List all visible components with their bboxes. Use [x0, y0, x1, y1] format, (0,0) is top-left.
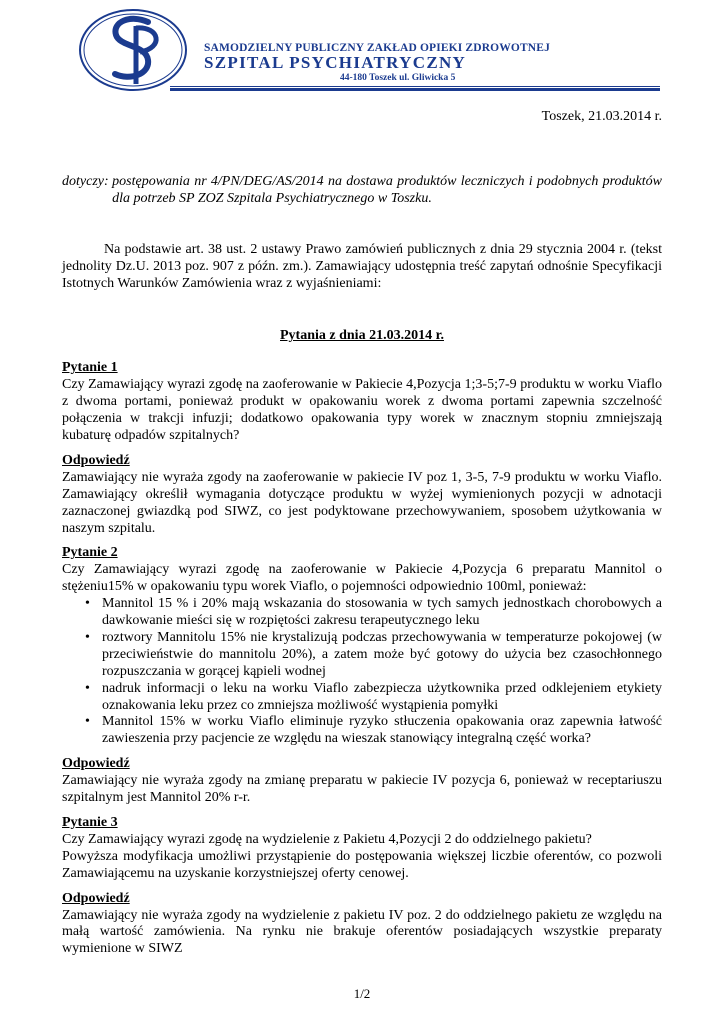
- question-2-bullets: [62, 596, 662, 748]
- question-text: Czy Zamawiający wyrazi zgodę na zaoferowanie w Pakiecie 4,Pozycja 6 preparatu Mannitol o stężeniu15% w opakowaniu typu worek Viaflo, o pojemności odpowiednio 100ml, ponieważ:: [62, 562, 662, 595]
- bullet-text: nadruk informacji o leku na worku Viaflo zabezpiecza użytkownika przed odklejeniem etykiety oznakowania leku przez co zmniejsza możliwość wystąpienia pomyłki: [102, 680, 662, 713]
- bullet-icon: •: [85, 680, 90, 696]
- institution-name-line2: SZPITAL PSYCHIATRYCZNY: [204, 53, 467, 72]
- question-3: [62, 815, 662, 883]
- hospital-logo-icon: [78, 8, 188, 92]
- answer-1: [62, 453, 662, 538]
- answer-title: Odpowiedź: [62, 756, 130, 772]
- bullet-item: [62, 630, 662, 681]
- bullet-icon: •: [85, 629, 90, 645]
- questions-title: Pytania z dnia 21.03.2014 r.: [280, 328, 444, 344]
- institution-name-line1: SAMODZIELNY PUBLICZNY ZAKŁAD OPIEKI ZDROWOTNEJ: [204, 42, 550, 54]
- intro-paragraph: Na podstawie art. 38 ust. 2 ustawy Prawo zamówień publicznych z dnia 29 stycznia 2004 r. (tekst jednolity Dz.U. 2013 poz. 907 z późn. zm.). Zamawiający udostępnia treść zapytań odnośnie Specyfikacji Istotnych Warunków Zamówienia wraz z wyjaśnieniami:: [62, 241, 662, 291]
- bullet-text: roztwory Mannitolu 15% nie krystalizują podczas przechowywania w temperaturze pokojowej (w przeciwieństwie do mannitolu 20%), a zatem może być gotowy do użycia bez czasochłonnego rozpuszczania w gorącej kąpieli wodnej: [102, 629, 662, 679]
- bullet-item: [62, 596, 662, 630]
- regarding-text: postępowania nr 4/PN/DEG/AS/2014 na dostawa produktów leczniczych i podobnych produktów dla potrzeb SP ZOZ Szpitala Psychiatrycznego w Toszku.: [112, 173, 662, 206]
- answer-title: Odpowiedź: [62, 452, 130, 468]
- bullet-item: [62, 681, 662, 715]
- question-text: Czy Zamawiający wyrazi zgodę na zaoferowanie w Pakiecie 4,Pozycja 1;3-5;7-9 produktu w worku Viaflo z dwoma portami, ponieważ produkt w opakowaniu worek z dwoma portami zapewnia szczelność połączenia w trakcji infuzji; dodatkowo opakowania typy worek w znacznym stopniu zmniejszają kubaturę odpadów szpitalnych?: [62, 377, 662, 443]
- bullet-icon: •: [85, 596, 90, 612]
- question-text: Czy Zamawiający wyrazi zgodę na wydzielenie z Pakietu 4,Pozycji 2 do oddzielnego pakietu?: [62, 831, 592, 847]
- question-2: [62, 545, 662, 748]
- question-title: Pytanie 1: [62, 360, 118, 376]
- header-rule-thick: [170, 88, 660, 91]
- question-title: Pytanie 2: [62, 545, 118, 561]
- answer-3: [62, 891, 662, 959]
- document-body: [62, 100, 662, 966]
- bullet-icon: •: [85, 714, 90, 730]
- question-title: Pytanie 3: [62, 815, 118, 830]
- regarding-label: dotyczy:: [62, 173, 113, 189]
- regarding-section: [62, 174, 662, 208]
- page-number: 1/2: [353, 986, 371, 1001]
- bullet-item: [62, 714, 662, 748]
- document-date: Toszek, 21.03.2014 r.: [541, 109, 662, 124]
- answer-text: Zamawiający nie wyraża zgody na zmianę preparatu w pakiecie IV pozycja 6, ponieważ w receptariuszu szpitalnym jest Mannitol 20% r-r.: [62, 773, 662, 806]
- institution-address: 44-180 Toszek ul. Gliwicka 5: [340, 73, 456, 83]
- letterhead: [0, 0, 724, 100]
- question-1: [62, 360, 662, 445]
- answer-text: Zamawiający nie wyraża zgody na wydzielenie z pakietu IV poz. 2 do oddzielnego pakietu ze względu na małą wartość zamówienia. Na rynku nie brakuje oferentów posiadających wszystkie preparaty wymienione w SIWZ: [62, 907, 662, 957]
- answer-title: Odpowiedź: [62, 890, 130, 906]
- bullet-text: Mannitol 15 % i 20% mają wskazania do stosowania w tych samych jednostkach chorobowych a dawkowanie mieści się w rozpiętości zakresu terapeutycznego leku: [102, 596, 662, 629]
- answer-text: Zamawiający nie wyraża zgody na zaoferowanie w pakiecie IV poz 1, 3-5, 7-9 produktu w worku Viaflo. Zamawiający określił wymagania dotyczące produktu w wyżej wymienionych pozycji w adnotacji zaznaczonej gwiazdką pod SIWZ, co jest podyktowane przechowywaniem, sposobem użytkowania w naszym szpitalu.: [62, 469, 662, 536]
- bullet-text: Mannitol 15% w worku Viaflo eliminuje ryzyko stłuczenia opakowania oraz zapewnia łatwość zawieszenia przy pacjencie ze względu na wieszak stanowiący integralną część worka?: [102, 714, 662, 747]
- header-rule-thin: [170, 86, 660, 87]
- answer-2: [62, 756, 662, 807]
- question-text-continued: Powyższa modyfikacja umożliwi przystąpienie do postępowania większej liczbie oferentów, co pozwoli Zamawiającemu na uzyskanie korzystniejszej oferty cenowej.: [62, 848, 662, 881]
